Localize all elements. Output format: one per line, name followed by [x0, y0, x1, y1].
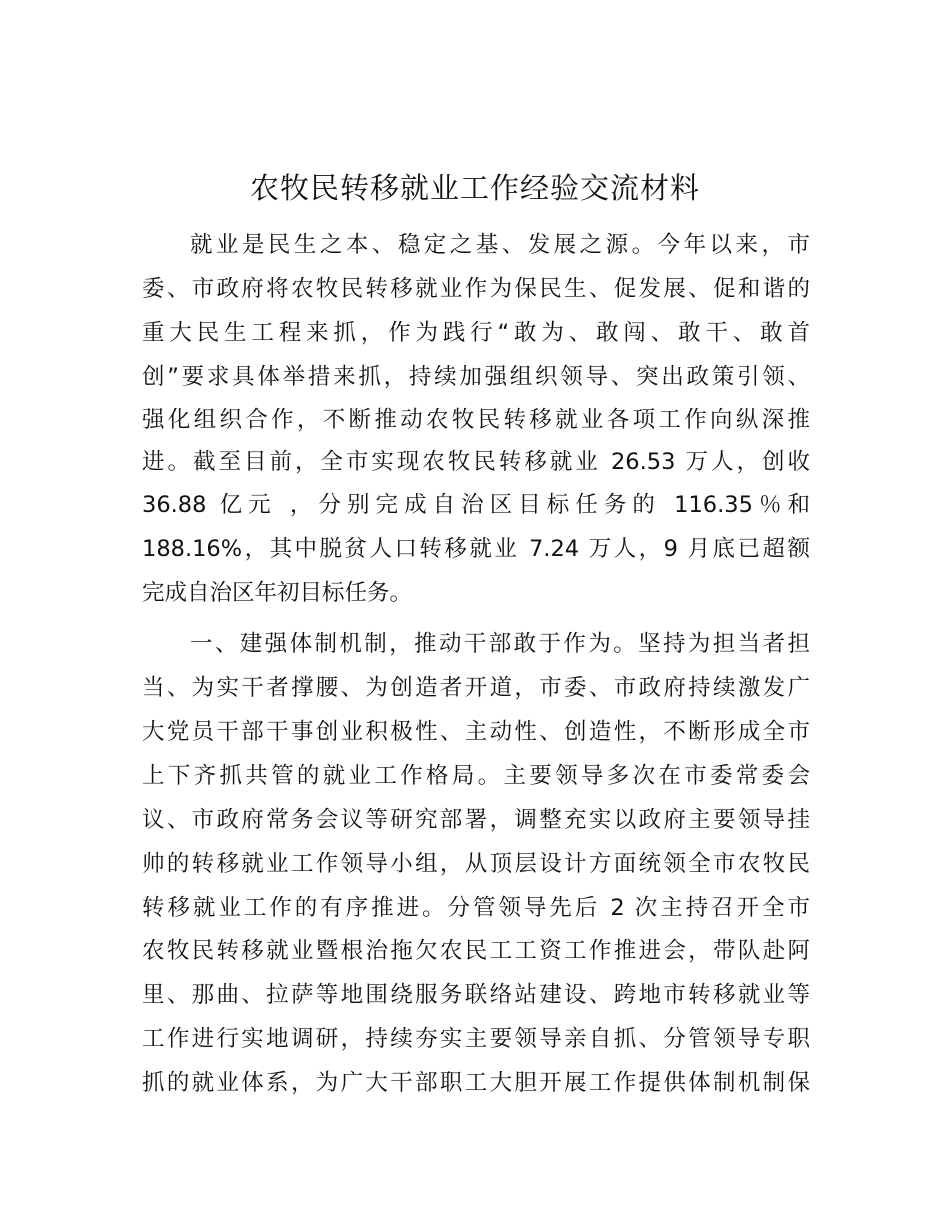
paragraph-2-line-1: 一、建强体制机制，推动干部敢于作为。坚持为担当者担 — [190, 631, 810, 657]
paragraph-2-line-8: 农牧民转移就业暨根治拖欠农民工工资工作推进会，带队赴阿 — [142, 938, 810, 964]
paragraph-2-line-3: 大党员干部干事创业积极性、主动性、创造性，不断形成全市 — [142, 719, 810, 745]
paragraph-2-line-9: 里、那曲、拉萨等地围绕服务联络站建设、跨地市转移就业等 — [142, 982, 810, 1008]
paragraph-1-line-7: 36.88 亿元 ，分别完成自治区目标任务的 116.35％和 — [142, 492, 810, 518]
paragraph-1-line-9: 完成自治区年初目标任务。 — [142, 580, 413, 606]
paragraph-1-line-8: 188.16%，其中脱贫人口转移就业 7.24 万人，9 月底已超额 — [142, 536, 810, 562]
paragraph-2-line-4: 上下齐抓共管的就业工作格局。主要领导多次在市委常委会 — [142, 763, 810, 789]
paragraph-1-line-4: 创”要求具体举措来抓，持续加强组织领导、突出政策引领、 — [142, 364, 810, 390]
document-title: 农牧民转移就业工作经验交流材料 — [249, 171, 700, 205]
paragraph-2-line-2: 当、为实干者撑腰、为创造者开道，市委、市政府持续激发广 — [142, 675, 810, 701]
paragraph-2-line-7: 转移就业工作的有序推进。分管领导先后 2 次主持召开全市 — [142, 895, 810, 921]
paragraph-1-line-1: 就业是民生之本、稳定之基、发展之源。今年以来，市 — [190, 232, 810, 258]
paragraph-2-line-11: 抓的就业体系，为广大干部职工大胆开展工作提供体制机制保 — [142, 1070, 810, 1096]
paragraph-2-line-5: 议、市政府常务会议等研究部署，调整充实以政府主要领导挂 — [142, 807, 810, 833]
paragraph-1-line-2: 委、市政府将农牧民转移就业作为保民生、促发展、促和谐的 — [142, 276, 810, 302]
paragraph-1-line-3: 重大民生工程来抓，作为践行“敢为、敢闯、敢干、敢首 — [142, 320, 810, 346]
paragraph-1-line-6: 进。截至目前，全市实现农牧民转移就业 26.53 万人，创收 — [142, 449, 810, 475]
paragraph-1-line-5: 强化组织合作，不断推动农牧民转移就业各项工作向纵深推 — [142, 407, 810, 433]
paragraph-2-line-6: 帅的转移就业工作领导小组，从顶层设计方面统领全市农牧民 — [142, 851, 810, 877]
paragraph-2-line-10: 工作进行实地调研，持续夯实主要领导亲自抓、分管领导专职 — [142, 1026, 810, 1052]
